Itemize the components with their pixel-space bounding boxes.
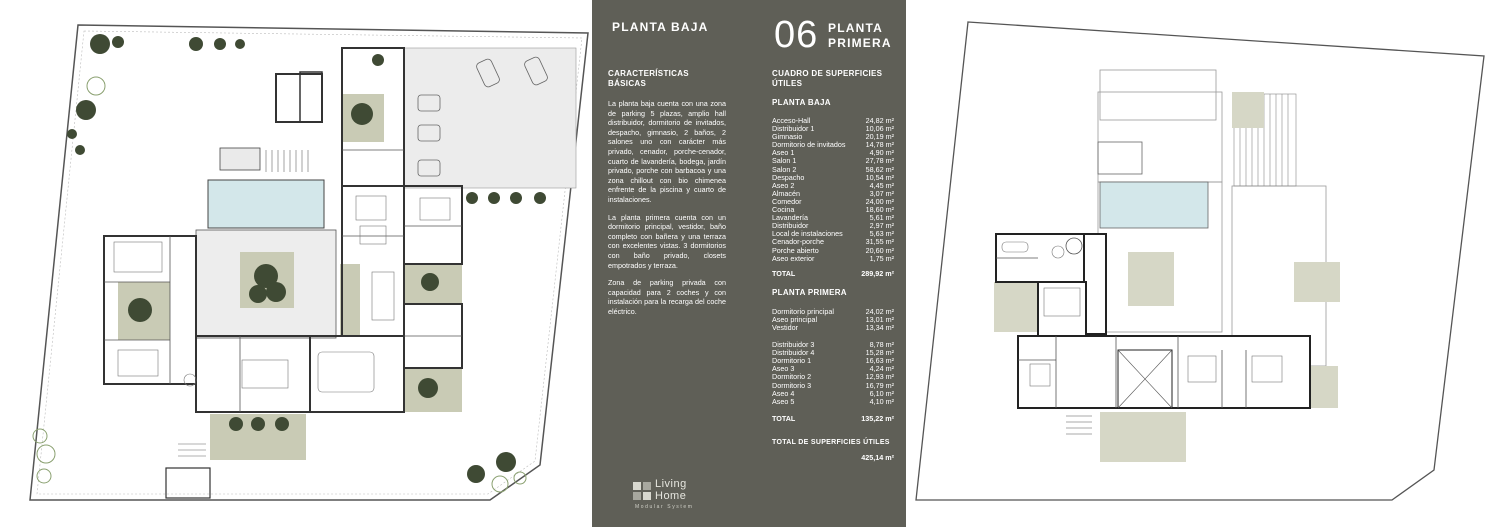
grand-total-value: 425,14 m² xyxy=(861,452,894,462)
first-floor-room-name: Dormitorio principal xyxy=(772,306,834,316)
description-paragraph-1: La planta baja cuenta con una zona de parking 5 plazas, amplio hall distribuidor, dormitorio de invitados, despacho, gimnasio, 2 baños, 2 salones uno con carácter más privado, cenador, porche-cenador, cuarto de lavandería, bodega, jardín privado, porche con barbacoa y una zona chillout con bio chimenea enfrente de la piscina y cuarto de instalaciones. xyxy=(608,99,726,204)
first-floor-row xyxy=(772,398,894,406)
logo-word-2: Home xyxy=(655,490,687,502)
surfaces-column xyxy=(772,69,894,462)
ground-floor-room-name: Local de instalaciones xyxy=(772,229,843,239)
first-floor-room-name: Dormitorio 1 xyxy=(772,356,812,366)
living-home-logo xyxy=(633,478,723,514)
description-paragraph-3: Zona de parking privada con capacidad para 2 coches y con instalación para la recarga del coche eléctrico. xyxy=(608,278,726,316)
ground-floor-row xyxy=(772,255,894,263)
external-steps xyxy=(1066,416,1092,434)
ground-floor-room-area: 5,63 m² xyxy=(869,229,894,239)
page-title-line2: PRIMERA xyxy=(828,36,892,50)
ground-floor-room-name: Dormitorio de invitados xyxy=(772,140,846,150)
first-floor-row xyxy=(772,324,894,332)
first-floor-room-area: 16,63 m² xyxy=(865,356,894,366)
logo-tagline: Modular System xyxy=(635,504,694,510)
first-floor-room-name: Vestidor xyxy=(772,322,798,332)
logo-mark-icon xyxy=(633,482,651,500)
section-title: PLANTA BAJA xyxy=(612,20,709,34)
ground-floor-room-name: Acceso-Hall xyxy=(772,116,811,125)
ground-floor-room-name: Distribuidor 1 xyxy=(772,124,815,134)
ground-floor-room-name: Aseo exterior xyxy=(772,253,815,263)
ground-floor-room-name: Aseo 2 xyxy=(772,180,795,190)
entrance-gate xyxy=(166,468,210,498)
page-title xyxy=(828,21,892,51)
ground-floor-room-area: 3,07 m² xyxy=(869,188,894,198)
grand-total-label: TOTAL DE SUPERFICIES ÚTILES xyxy=(772,438,890,446)
surfaces-heading: CUADRO DE SUPERFICIES ÚTILES xyxy=(772,69,883,88)
ground-floor-room-area: 24,00 m² xyxy=(865,196,894,206)
first-floor-room-name: Aseo 4 xyxy=(772,388,795,398)
ground-floor-room-area: 2,97 m² xyxy=(869,221,894,231)
first-floor-total xyxy=(772,415,894,423)
page-number: 06 xyxy=(774,14,819,56)
ground-floor-room-name: Gimnasio xyxy=(772,132,803,142)
ground-floor-room-name: Despacho xyxy=(772,172,805,182)
first-floor-room-area: 8,78 m² xyxy=(869,340,894,350)
ground-floor-room-area: 31,55 m² xyxy=(865,237,894,247)
pool xyxy=(208,180,324,228)
ground-floor-room-name: Porche abierto xyxy=(772,245,819,255)
first-floor-table-a xyxy=(772,308,894,332)
first-floor-room-name: Aseo 5 xyxy=(772,396,795,406)
ground-floor-room-area: 27,78 m² xyxy=(865,156,894,166)
ground-floor-room-name: Aseo 1 xyxy=(772,148,795,158)
ground-floor-room-area: 14,78 m² xyxy=(865,140,894,150)
ground-floor-room-name: Distribuidor xyxy=(772,221,809,231)
first-floor-plan xyxy=(906,0,1500,527)
ground-floor-room-name: Salon 1 xyxy=(772,156,797,166)
ground-floor-room-name: Cenador-porche xyxy=(772,237,824,247)
first-floor-room-name: Dormitorio 2 xyxy=(772,372,812,382)
ground-floor-room-area: 4,45 m² xyxy=(869,180,894,190)
info-panel xyxy=(592,0,906,527)
ground-floor-plan xyxy=(0,0,592,527)
ground-floor-total-label: TOTAL xyxy=(772,268,796,278)
ground-floor-room-area: 1,75 m² xyxy=(869,253,894,263)
page-title-line1: PLANTA xyxy=(828,21,883,35)
pool xyxy=(1100,182,1208,228)
first-floor-room-name: Distribuidor 4 xyxy=(772,348,815,358)
first-floor-room-name: Dormitorio 3 xyxy=(772,380,812,390)
first-floor-room-area: 13,01 m² xyxy=(865,314,894,324)
first-floor-room-area: 4,24 m² xyxy=(869,364,894,374)
ground-floor-room-area: 4,90 m² xyxy=(869,148,894,158)
first-floor-room-area: 24,02 m² xyxy=(865,306,894,316)
characteristics-column xyxy=(608,69,726,316)
ground-floor-room-name: Comedor xyxy=(772,196,802,206)
first-floor-room-area: 12,93 m² xyxy=(865,372,894,382)
first-floor-total-label: TOTAL xyxy=(772,413,796,423)
first-floor-room-area: 16,79 m² xyxy=(865,380,894,390)
ground-floor-room-name: Almacén xyxy=(772,188,800,198)
outbuilding xyxy=(300,72,322,122)
first-floor-total-value: 135,22 m² xyxy=(861,413,894,423)
ground-floor-total-value: 289,92 m² xyxy=(861,268,894,278)
first-floor-room-name: Aseo principal xyxy=(772,314,818,324)
ground-floor-room-name: Cocina xyxy=(772,205,795,215)
ground-floor-table xyxy=(772,117,894,263)
ground-floor-room-area: 20,19 m² xyxy=(865,132,894,142)
first-floor-room-name: Distribuidor 3 xyxy=(772,340,815,350)
ground-floor-room-area: 58,62 m² xyxy=(865,164,894,174)
first-floor-room-area: 13,34 m² xyxy=(865,322,894,332)
first-floor-heading: PLANTA PRIMERA xyxy=(772,287,847,297)
ground-floor-total xyxy=(772,270,894,278)
description-paragraph-2: La planta primera cuenta con un dormitorio principal, vestidor, baño completo con bañera y una terraza con excelentes vistas. 3 dormitorios con baño privado, closets empotrados y terraza. xyxy=(608,212,726,270)
grand-total xyxy=(772,454,894,462)
ground-floor-room-name: Lavandería xyxy=(772,213,808,223)
ground-floor-room-area: 18,60 m² xyxy=(865,205,894,215)
characteristics-heading: CARACTERÍSTICAS BÁSICAS xyxy=(608,69,689,88)
first-floor-room-name: Aseo 3 xyxy=(772,364,795,374)
ground-floor-room-area: 10,06 m² xyxy=(865,124,894,134)
first-floor-room-area: 15,28 m² xyxy=(865,348,894,358)
first-floor-room-area: 4,10 m² xyxy=(869,396,894,406)
first-floor-room-area: 6,10 m² xyxy=(869,388,894,398)
ground-floor-heading: PLANTA BAJA xyxy=(772,98,831,107)
spa xyxy=(220,148,260,170)
first-floor-table-b xyxy=(772,341,894,406)
ground-floor-room-area: 10,54 m² xyxy=(865,172,894,182)
spa xyxy=(1098,142,1142,174)
ground-floor-room-area: 5,61 m² xyxy=(869,213,894,223)
ground-floor-room-area: 20,60 m² xyxy=(865,245,894,255)
ground-floor-room-name: Salon 2 xyxy=(772,164,797,174)
parking-area xyxy=(404,48,576,188)
ground-floor-room-area: 24,82 m² xyxy=(865,116,894,125)
logo-wordmark xyxy=(655,478,687,502)
logo-word-1: Living xyxy=(655,478,687,490)
